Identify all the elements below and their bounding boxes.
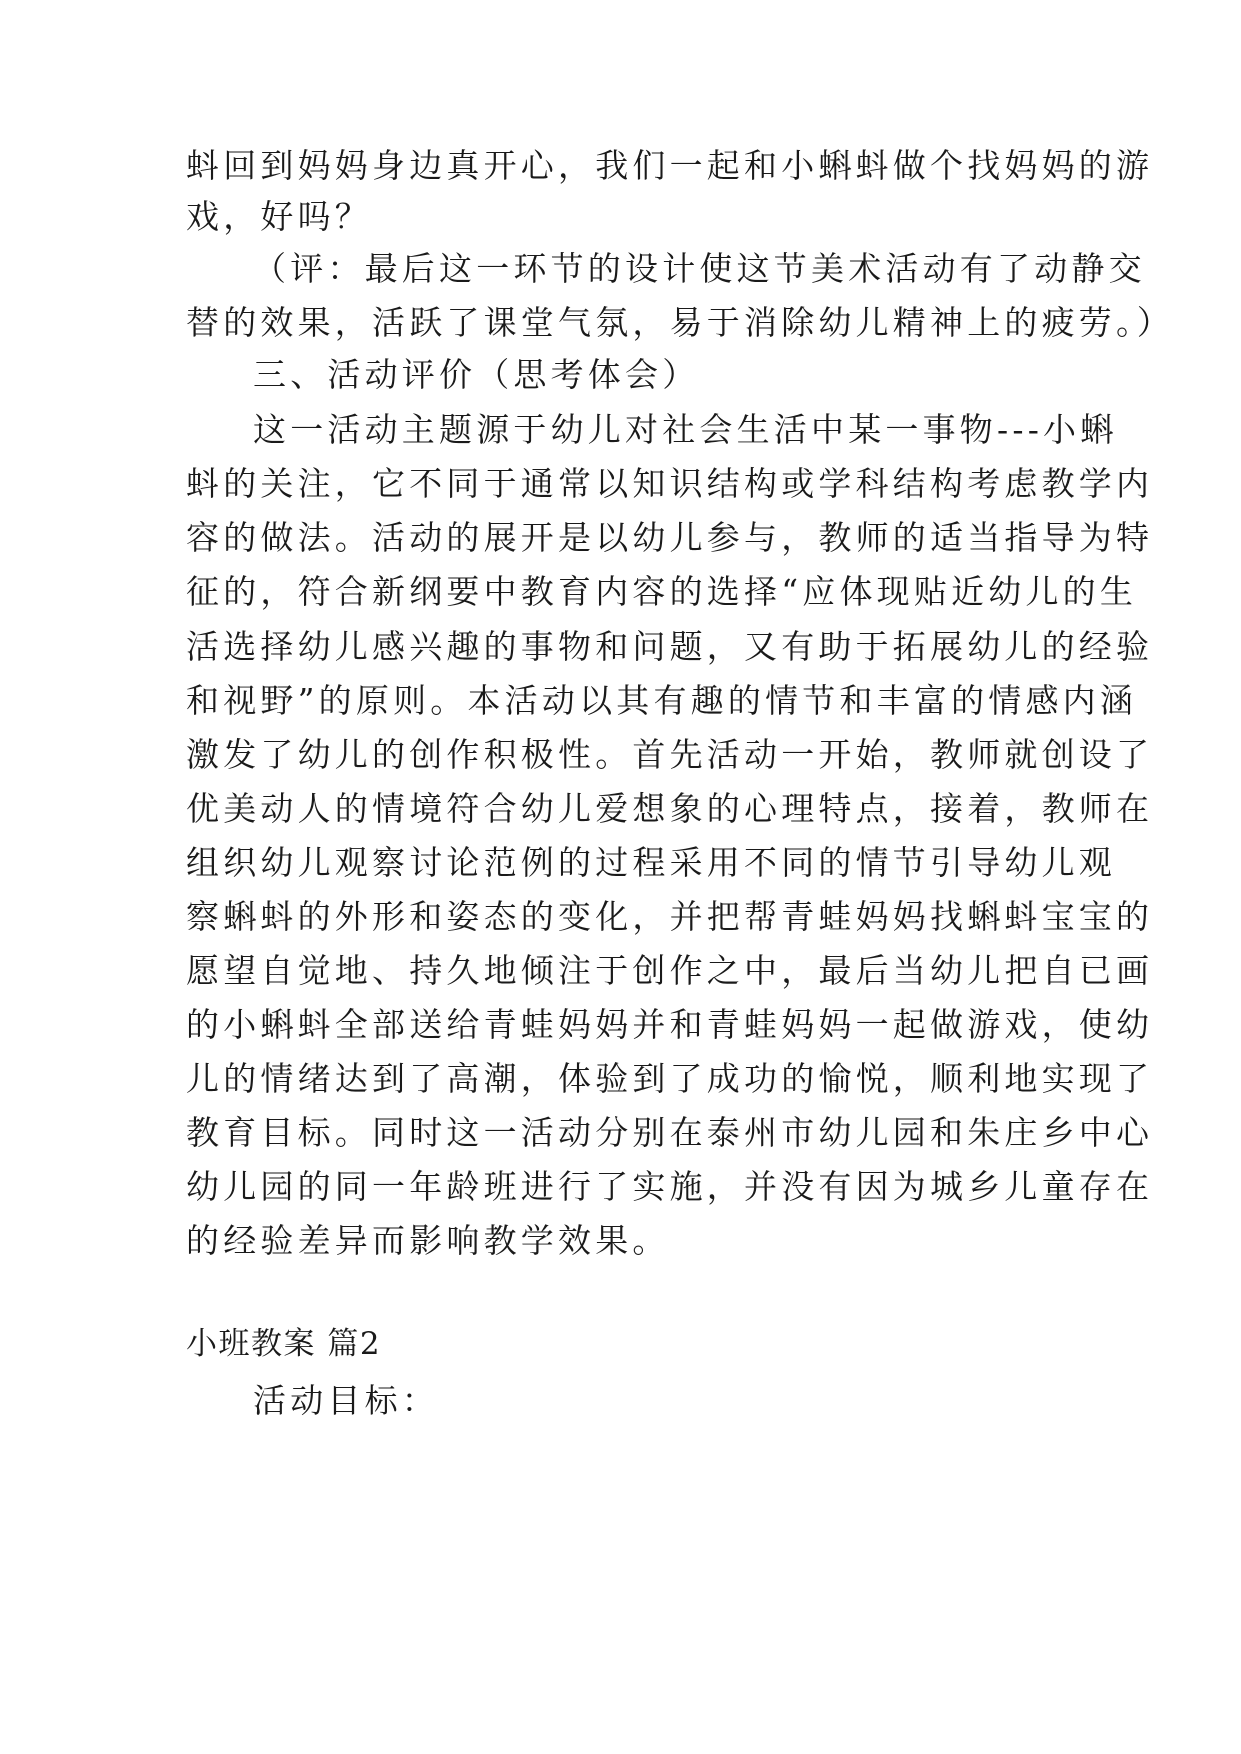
paragraph-line: 活选择幼儿感兴趣的事物和问题，又有助于拓展幼儿的经验 bbox=[186, 627, 1154, 666]
paragraph-line: 优美动人的情境符合幼儿爱想象的心理特点，接着，教师在 bbox=[186, 789, 1154, 828]
paragraph-line: 容的做法。活动的展开是以幼儿参与，教师的适当指导为特 bbox=[186, 518, 1154, 557]
paragraph-line: 和视野”的原则。本活动以其有趣的情节和丰富的情感内涵 bbox=[186, 681, 1138, 720]
paragraph-line: 儿的情绪达到了高潮，体验到了成功的愉悦，顺利地实现了 bbox=[186, 1059, 1154, 1098]
paragraph-line: 激发了幼儿的创作积极性。首先活动一开始，教师就创设了 bbox=[186, 735, 1154, 774]
comment-line: （评：最后这一环节的设计使这节美术活动有了动静交 bbox=[253, 249, 1146, 288]
section-heading: 小班教案 篇2 bbox=[186, 1326, 382, 1362]
paragraph-line: 戏，好吗？ bbox=[186, 197, 372, 236]
paragraph-line: 教育目标。同时这一活动分别在泰州市幼儿园和朱庄乡中心 bbox=[186, 1113, 1154, 1152]
subheading: 活动目标： bbox=[253, 1381, 439, 1420]
section-title: 三、活动评价（思考体会） bbox=[253, 355, 700, 394]
paragraph-line: 的经验差异而影响教学效果。 bbox=[186, 1221, 670, 1260]
paragraph-line: 察蝌蚪的外形和姿态的变化，并把帮青蛙妈妈找蝌蚪宝宝的 bbox=[186, 897, 1154, 936]
paragraph-line: 的小蝌蚪全部送给青蛙妈妈并和青蛙妈妈一起做游戏，使幼 bbox=[186, 1005, 1154, 1044]
paragraph-line: 征的，符合新纲要中教育内容的选择“应体现贴近幼儿的生 bbox=[186, 572, 1138, 611]
comment-line: 替的效果，活跃了课堂气氛，易于消除幼儿精神上的疲劳。） bbox=[186, 303, 1174, 342]
paragraph-line: 幼儿园的同一年龄班进行了实施，并没有因为城乡儿童存在 bbox=[186, 1167, 1154, 1206]
paragraph-line: 这一活动主题源于幼儿对社会生活中某一事物---小蝌 bbox=[253, 410, 1118, 449]
paragraph-line: 蚪的关注，它不同于通常以知识结构或学科结构考虑教学内 bbox=[186, 464, 1154, 503]
paragraph-line: 蚪回到妈妈身边真开心，我们一起和小蝌蚪做个找妈妈的游 bbox=[186, 146, 1154, 185]
paragraph-line: 组织幼儿观察讨论范例的过程采用不同的情节引导幼儿观 bbox=[186, 843, 1116, 882]
paragraph-line: 愿望自觉地、持久地倾注于创作之中，最后当幼儿把自已画 bbox=[186, 951, 1154, 990]
